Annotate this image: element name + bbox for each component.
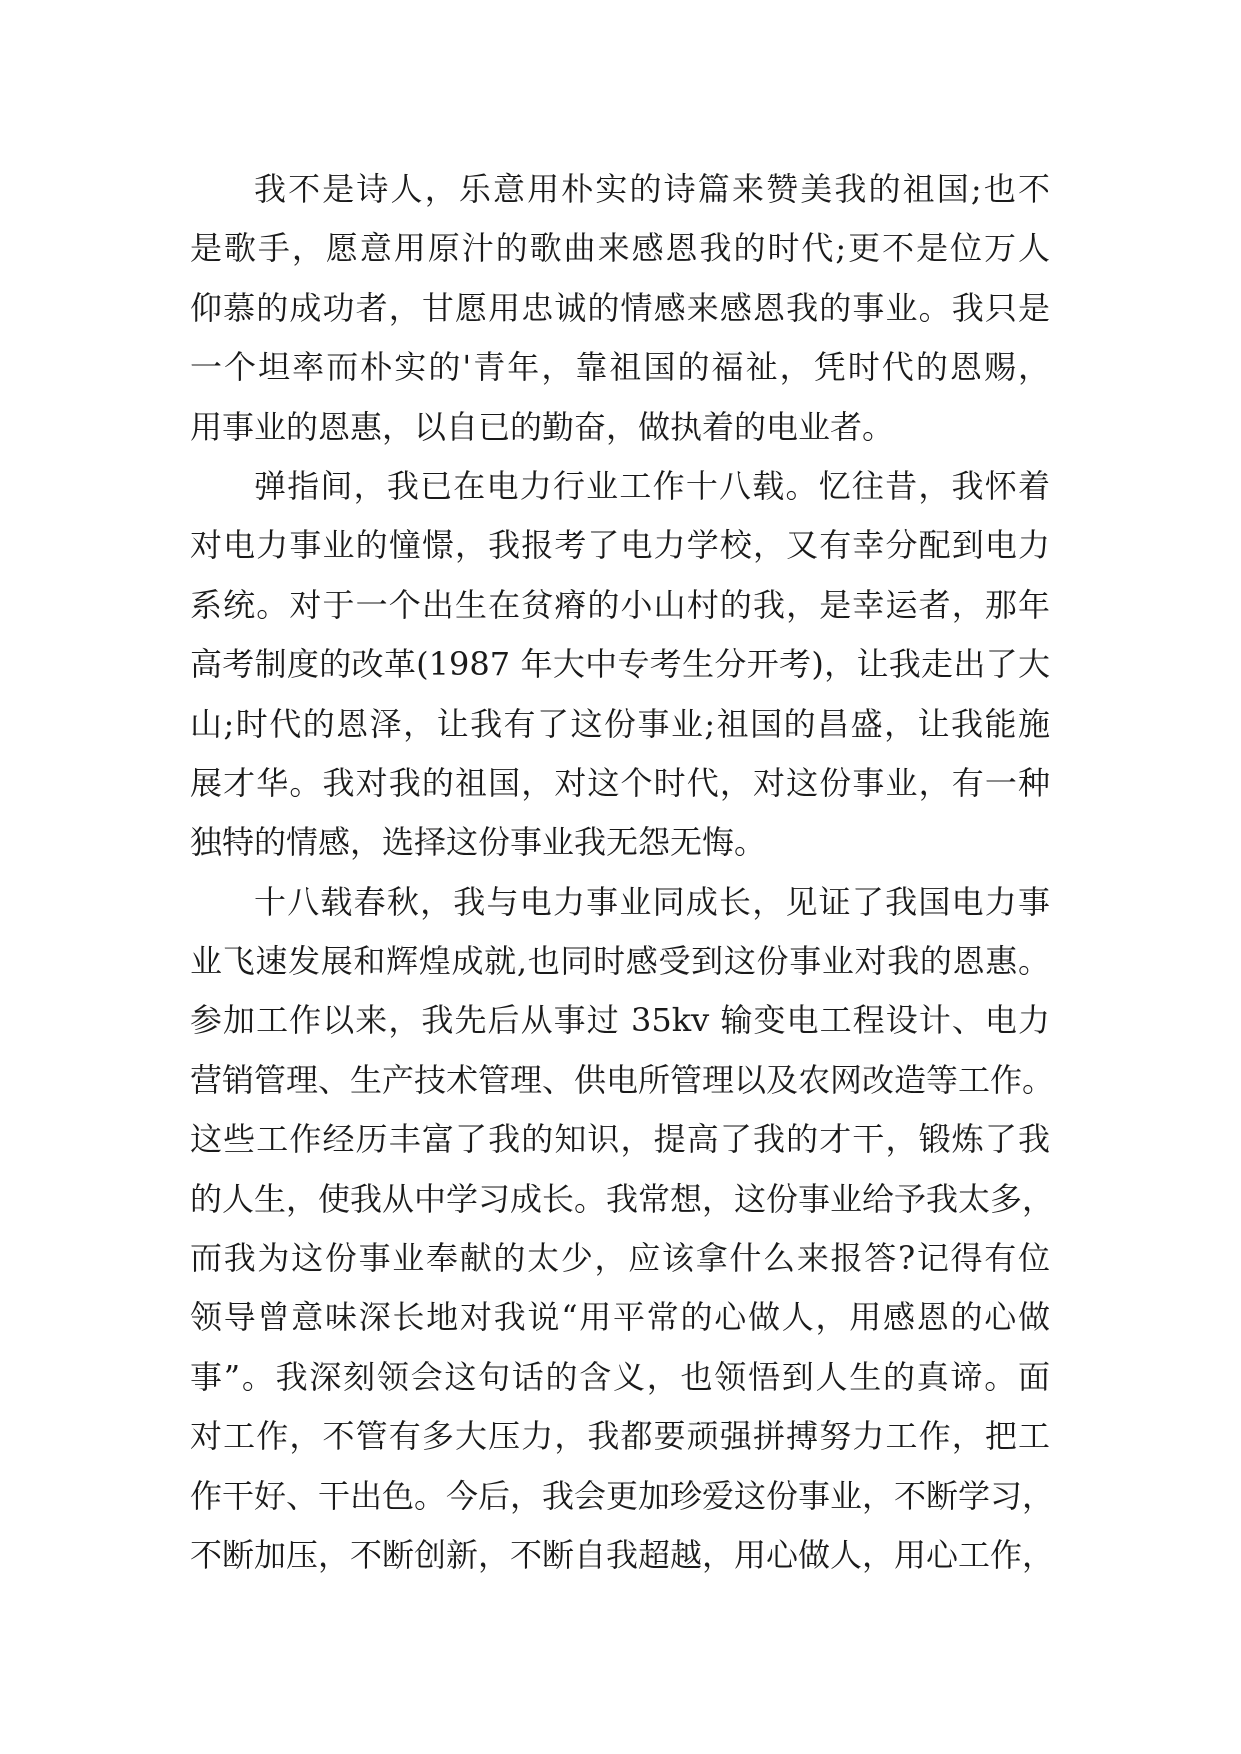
text-line: 营销管理、生产技术管理、供电所管理以及农网改造等工作。 (190, 1060, 1055, 1099)
text-line: 作干好、干出色。今后，我会更加珍爱这份事业，不断学习， (190, 1476, 1055, 1515)
text-line: 高考制度的改革(1987 年大中专考生分开考)，让我走出了大 (190, 645, 1050, 684)
paragraph-1 (190, 160, 1050, 457)
document-body (190, 160, 1055, 1585)
text-line: 独特的情感，选择这份事业我无怨无悔。 (190, 823, 767, 862)
paragraph-2 (190, 457, 1050, 873)
text-line: 对电力事业的憧憬，我报考了电力学校，又有幸分配到电力 (190, 526, 1050, 565)
text-line: 十八载春秋，我与电力事业同成长，见证了我国电力事 (254, 882, 1050, 921)
text-line: 展才华。我对我的祖国，对这个时代，对这份事业，有一种 (190, 763, 1050, 802)
text-line: 的人生，使我从中学习成长。我常想，这份事业给予我太多， (190, 1179, 1055, 1218)
text-line: 事”。我深刻领会这句话的含义，也领悟到人生的真谛。面 (190, 1357, 1050, 1396)
text-line: 对工作，不管有多大压力，我都要顽强拼搏努力工作，把工 (190, 1417, 1050, 1456)
text-line: 山;时代的恩泽，让我有了这份事业;祖国的昌盛，让我能施 (190, 704, 1050, 743)
text-line: 不断加压，不断创新，不断自我超越，用心做人，用心工作， (190, 1535, 1055, 1574)
text-line: 仰慕的成功者，甘愿用忠诚的情感来感恩我的事业。我只是 (190, 288, 1050, 327)
text-line: 弹指间，我已在电力行业工作十八载。忆往昔，我怀着 (254, 466, 1050, 505)
text-line: 用事业的恩惠，以自已的勤奋，做执着的电业者。 (190, 407, 895, 446)
text-line: 业飞速发展和辉煌成就,也同时感受到这份事业对我的恩惠。 (190, 942, 1050, 981)
text-line: 而我为这份事业奉献的太少，应该拿什么来报答?记得有位 (190, 1239, 1050, 1278)
text-line: 是歌手，愿意用原汁的歌曲来感恩我的时代;更不是位万人 (190, 229, 1050, 268)
text-line: 参加工作以来，我先后从事过 35kv 输变电工程设计、电力 (190, 1001, 1050, 1040)
paragraph-3 (190, 873, 1055, 1586)
text-line: 系统。对于一个出生在贫瘠的小山村的我，是幸运者，那年 (190, 585, 1050, 624)
text-line: 领导曾意味深长地对我说“用平常的心做人，用感恩的心做 (190, 1298, 1050, 1337)
text-line: 一个坦率而朴实的'青年，靠祖国的福祉，凭时代的恩赐， (190, 348, 1050, 387)
text-line: 我不是诗人，乐意用朴实的诗篇来赞美我的祖国;也不 (254, 170, 1050, 208)
text-line: 这些工作经历丰富了我的知识，提高了我的才干，锻炼了我 (190, 1120, 1050, 1159)
